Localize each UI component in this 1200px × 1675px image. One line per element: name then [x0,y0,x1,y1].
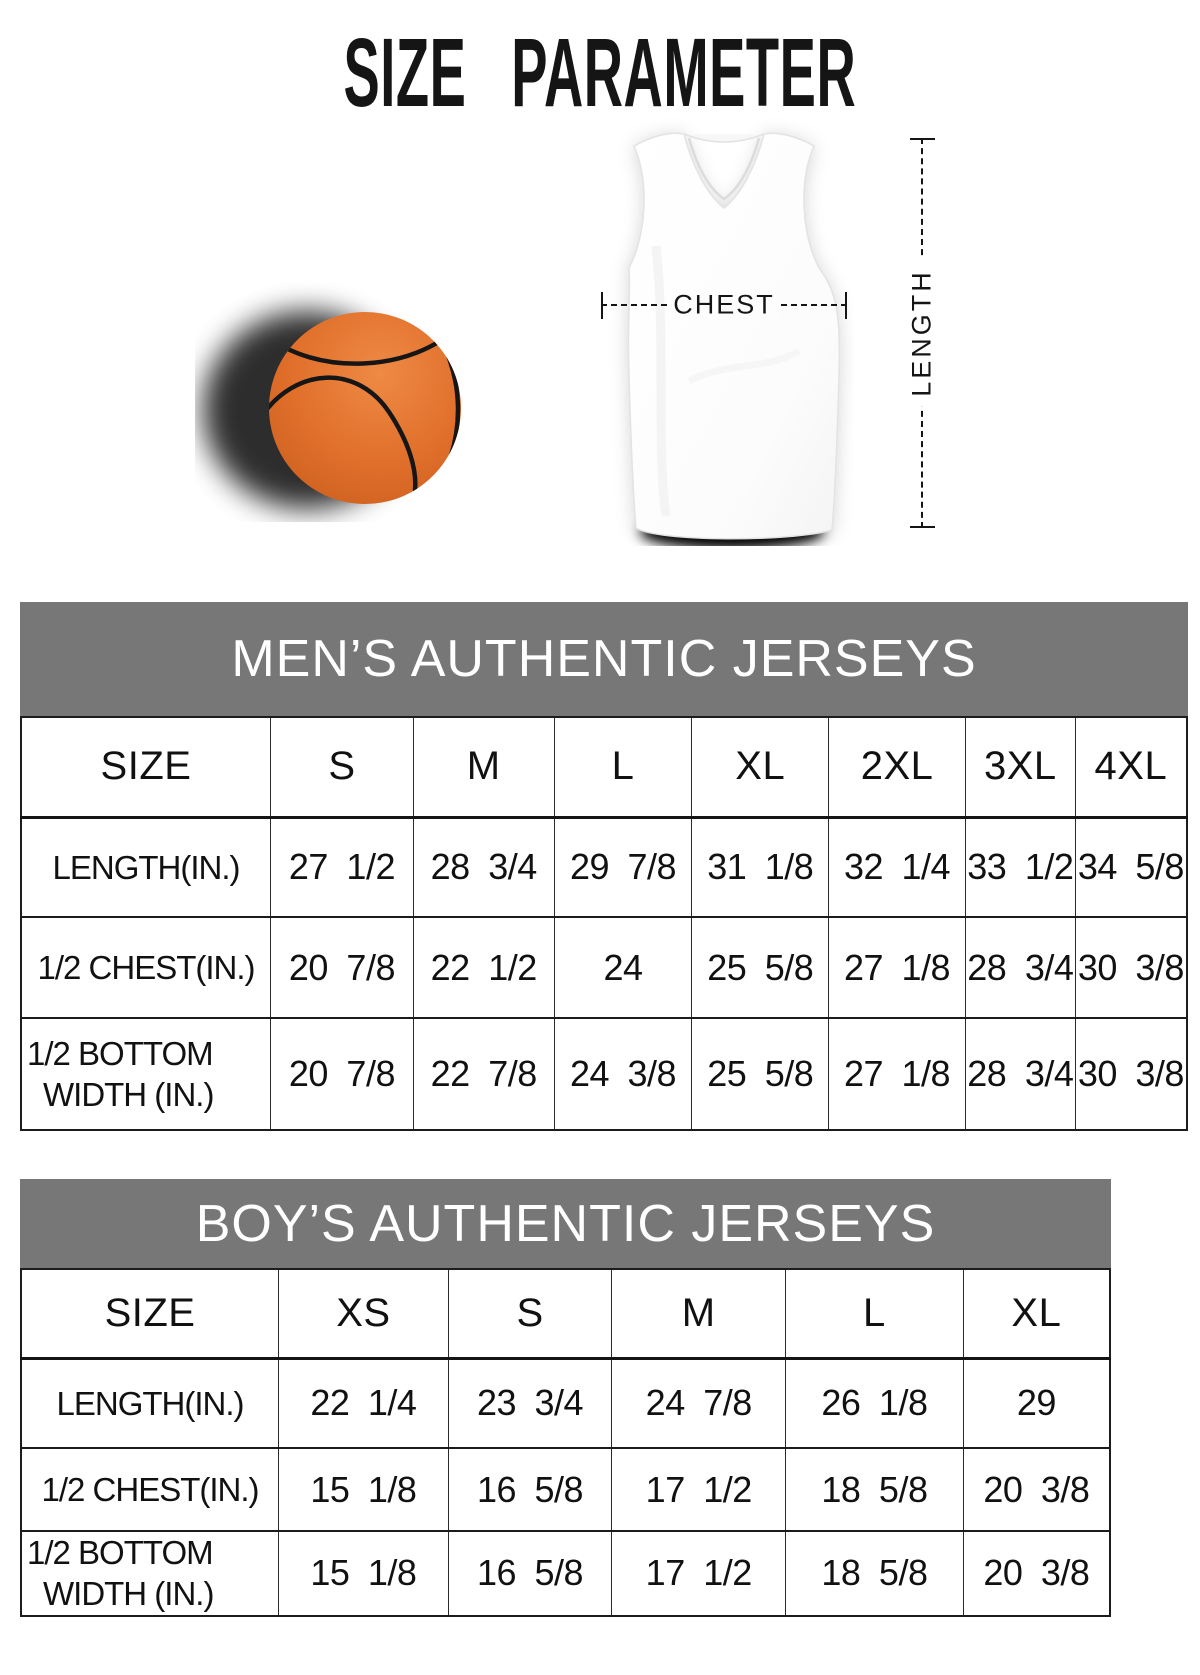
value-cell: 22 1/4 [279,1358,449,1448]
mens-header-col: 3XL [965,717,1075,817]
value-cell: 23 3/4 [448,1358,612,1448]
value-cell: 24 3/8 [554,1018,692,1130]
value-cell: 27 1/8 [829,1018,966,1130]
mens-row-half-bottom-width [21,1018,1187,1130]
boys-header-col: M [612,1269,786,1358]
row-label: LENGTH(IN.) [21,1358,279,1448]
value-cell: 28 3/4 [965,1018,1075,1130]
row-label: 1/2 BOTTOM WIDTH (IN.) [21,1531,279,1616]
value-cell: 33 1/2 [965,817,1075,917]
value-cell: 32 1/4 [829,817,966,917]
boys-row-length [21,1358,1110,1448]
value-cell: 17 1/2 [612,1448,786,1531]
chest-measure-line [601,289,847,320]
value-cell: 20 7/8 [271,1018,414,1130]
value-cell: 28 3/4 [965,917,1075,1018]
mens-header-col: XL [692,717,829,817]
value-cell: 26 1/8 [786,1358,964,1448]
value-cell: 30 3/8 [1075,1018,1187,1130]
mens-table-banner [20,602,1188,716]
value-cell: 22 1/2 [413,917,554,1018]
mens-header-size: SIZE [21,717,271,817]
mens-header-col: 4XL [1075,717,1187,817]
value-cell: 16 5/8 [448,1448,612,1531]
boys-table-banner [20,1179,1111,1268]
jersey-graphic [594,116,854,546]
page-title: SIZE PARAMETER [343,18,857,127]
value-cell: 34 5/8 [1075,817,1187,917]
value-cell: 20 3/8 [963,1531,1110,1616]
boys-header-size: SIZE [21,1269,279,1358]
value-cell: 27 1/8 [829,917,966,1018]
value-cell: 18 5/8 [786,1531,964,1616]
boys-header-col: XL [963,1269,1110,1358]
mens-size-table [20,602,1188,1131]
mens-size-grid [20,716,1188,1131]
length-label: LENGTH [903,259,942,407]
value-cell: 29 [963,1358,1110,1448]
value-cell: 20 3/8 [963,1448,1110,1531]
value-cell: 20 7/8 [271,917,414,1018]
value-cell: 24 [554,917,692,1018]
basketball-icon [195,272,485,522]
row-label: LENGTH(IN.) [21,817,271,917]
page-title-wrap [0,18,1200,127]
boys-size-grid [20,1268,1111,1617]
boys-row-half-chest [21,1448,1110,1531]
value-cell: 31 1/8 [692,817,829,917]
value-cell: 28 3/4 [413,817,554,917]
mens-header-row [21,717,1187,817]
value-cell: 18 5/8 [786,1448,964,1531]
mens-row-length [21,817,1187,917]
value-cell: 15 1/8 [279,1448,449,1531]
mens-header-col: S [271,717,414,817]
value-cell: 17 1/2 [612,1531,786,1616]
value-cell: 30 3/8 [1075,917,1187,1018]
boys-header-col: S [448,1269,612,1358]
boys-header-col: XS [279,1269,449,1358]
value-cell: 27 1/2 [271,817,414,917]
value-cell: 16 5/8 [448,1531,612,1616]
length-measure-line [906,138,937,528]
boys-header-col: L [786,1269,964,1358]
mens-header-col: 2XL [829,717,966,817]
mens-header-col: M [413,717,554,817]
row-label: 1/2 CHEST(IN.) [21,917,271,1018]
chest-label: CHEST [670,290,778,321]
value-cell: 25 5/8 [692,917,829,1018]
mens-row-half-chest [21,917,1187,1018]
mens-header-col: L [554,717,692,817]
row-label: 1/2 BOTTOM WIDTH (IN.) [21,1018,271,1130]
value-cell: 22 7/8 [413,1018,554,1130]
value-cell: 25 5/8 [692,1018,829,1130]
row-label: 1/2 CHEST(IN.) [21,1448,279,1531]
mens-table-banner-text: MEN’S AUTHENTIC JERSEYS [231,630,977,688]
value-cell: 29 7/8 [554,817,692,917]
value-cell: 15 1/8 [279,1531,449,1616]
boys-table-banner-text: BOY’S AUTHENTIC JERSEYS [195,1194,936,1253]
boys-size-table [20,1179,1111,1617]
value-cell: 24 7/8 [612,1358,786,1448]
boys-row-half-bottom-width [21,1531,1110,1616]
boys-header-row [21,1269,1110,1358]
